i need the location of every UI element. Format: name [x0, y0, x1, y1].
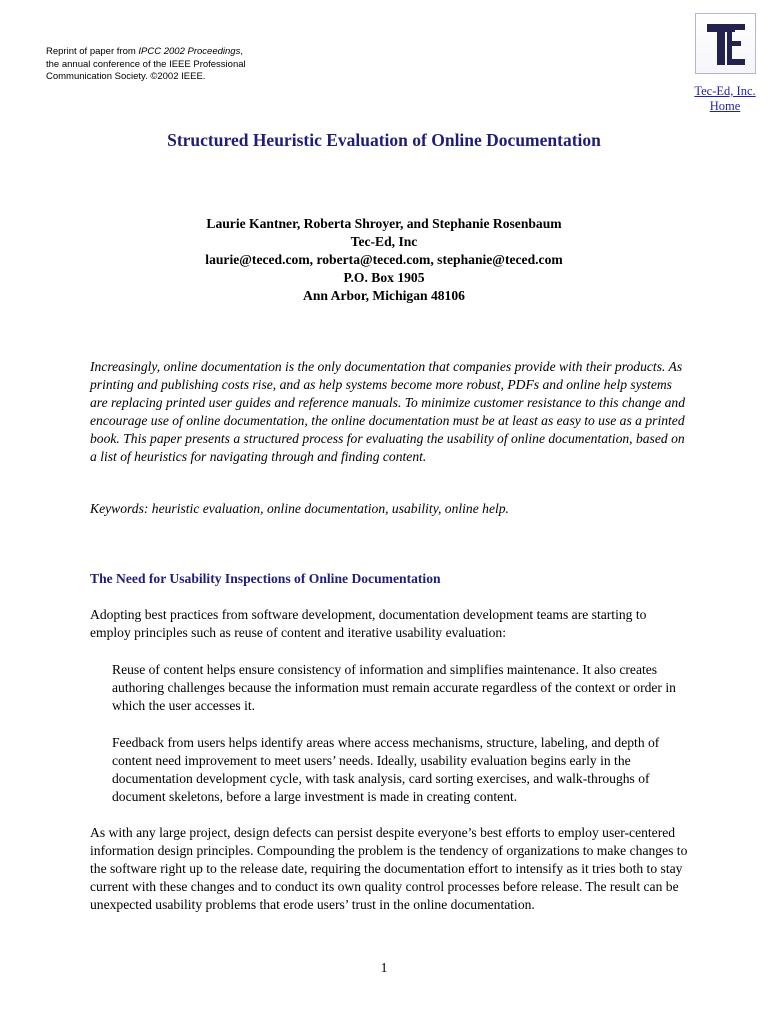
author-po-box: P.O. Box 1905: [343, 270, 425, 285]
author-company: Tec-Ed, Inc: [350, 234, 418, 249]
abstract: Increasingly, online documentation is the only documentation that companies provide with their products. As printing and publishing costs rise, and as help systems become more robust, PDFs and online help systems are replacing printed user guides and reference manuals. To minimize customer resistance to this change and encourage use of online documentation, the online documentation must be at least as easy to use as a printed book. This paper presents a structured process for evaluating the usability of online documentation, based on a list of heuristics for navigating through and finding content.: [90, 359, 686, 464]
paper-title: Structured Heuristic Evaluation of Online Documentation: [167, 130, 601, 150]
reprint-line-1: Reprint of paper from IPCC 2002 Proceedings,: [46, 46, 243, 57]
reprint-line-2: the annual conference of the IEEE Professional: [46, 58, 246, 70]
tec-ed-logo-icon[interactable]: [695, 13, 756, 74]
author-city: Ann Arbor, Michigan 48106: [303, 288, 465, 303]
author-emails: laurie@teced.com, roberta@teced.com, stephanie@teced.com: [205, 252, 563, 267]
body-paragraph-1: Adopting best practices from software development, documentation development teams are starting to employ principles such as reuse of content and iterative usability evaluation:: [90, 607, 647, 640]
keywords: Keywords: heuristic evaluation, online documentation, usability, online help.: [90, 501, 509, 516]
author-names: Laurie Kantner, Roberta Shroyer, and Stephanie Rosenbaum: [206, 216, 562, 231]
author-block: [0, 215, 768, 305]
reprint-notice: [46, 46, 306, 84]
section-heading: The Need for Usability Inspections of Online Documentation: [90, 571, 441, 586]
page-number: 1: [380, 960, 388, 975]
body-paragraph-2: As with any large project, design defects can persist despite everyone’s best efforts to employ user-centered information design principles. Compounding the problem is the tendency of organizations to make changes to the software right up to the release date, requiring the documentation effort to intensify as it tries both to stay current with these changes and to conduct its own quality control processes before release. The result can be unexpected usability problems that erode users’ trust in the online documentation.: [90, 825, 688, 912]
tec-ed-home-link[interactable]: Tec-Ed, Inc. Home: [694, 84, 756, 113]
proceedings-title: IPCC 2002 Proceedings: [138, 46, 241, 57]
reprint-line-3: Communication Society. ©2002 IEEE.: [46, 71, 206, 82]
indented-paragraph-feedback: Feedback from users helps identify areas where access mechanisms, structure, labeling, and depth of content need improvement to meet users’ needs. Ideally, usability evaluation begins early in the documentation development cycle, with task analysis, card sorting exercises, and walk-throughs of document skeletons, before a large investment is made in creating content.: [112, 735, 660, 804]
indented-paragraph-reuse: Reuse of content helps ensure consistency of information and simplifies maintenance. It also creates authoring challenges because the information must remain accurate regardless of the context or order in which the user accesses it.: [112, 662, 676, 713]
